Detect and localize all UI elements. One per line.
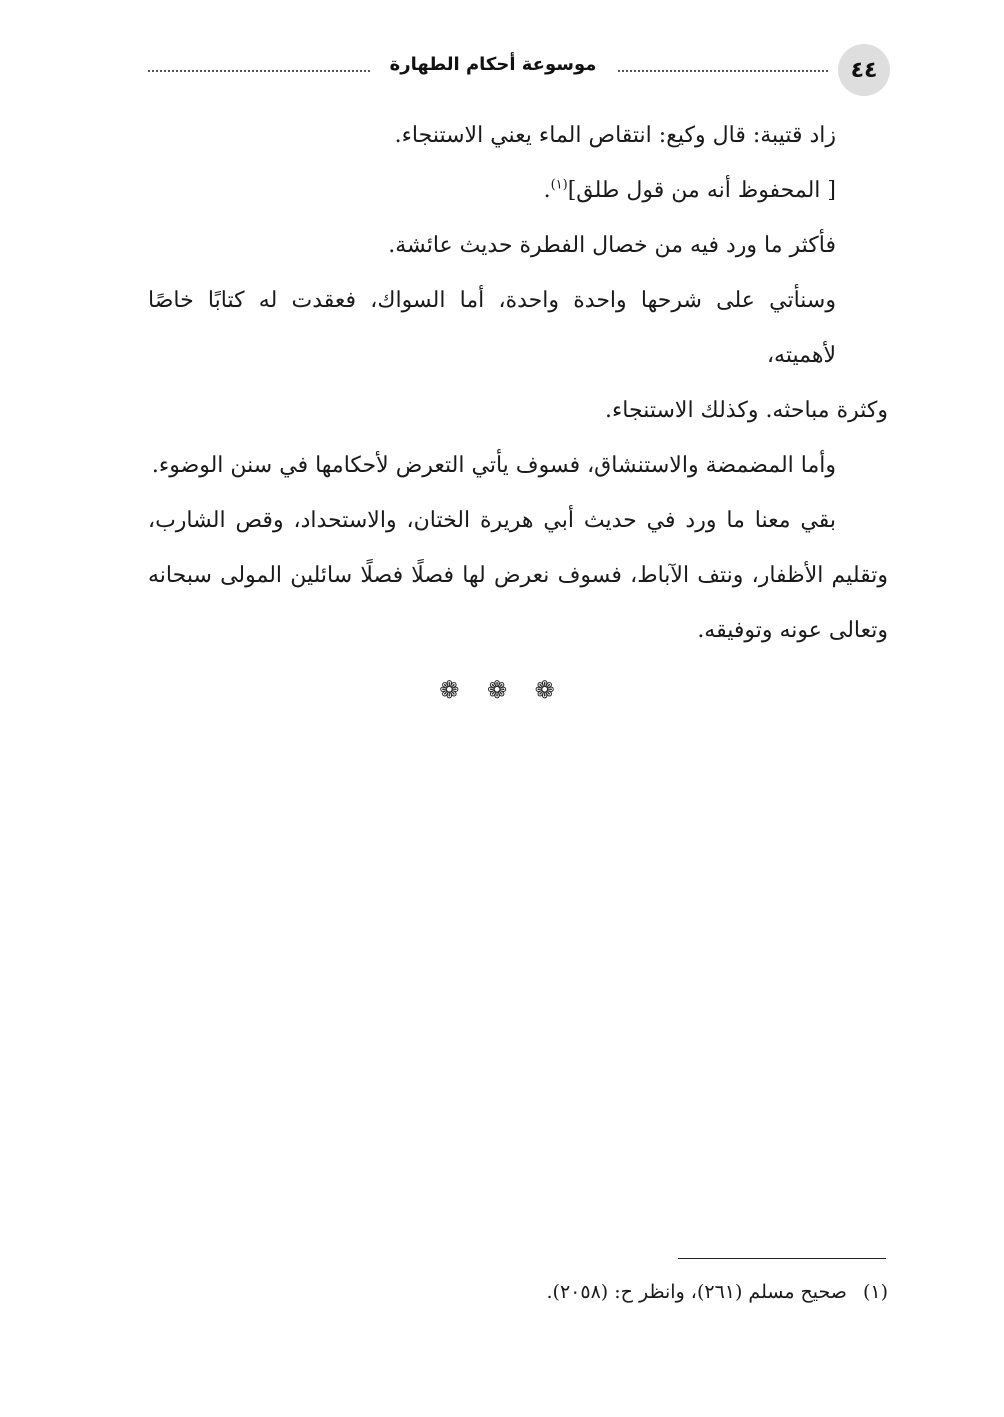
text-line: وكثرة مباحثه. وكذلك الاستنجاء. (604, 398, 888, 423)
text-line-content: [ المحفوظ أنه من قول طلق] (567, 178, 836, 203)
paragraph (148, 493, 888, 658)
text-line: بقي معنا ما ورد في حديث أبي هريرة الختان، والاستحداد، وقص الشارب، (148, 508, 836, 533)
footnote-text: صحيح مسلم (٢٦١)، وانظر ح: (٢٠٥٨). (546, 1281, 847, 1303)
main-text (148, 108, 888, 658)
header-dotted-rule-right (618, 70, 828, 72)
text-line: فأكثر ما ورد فيه من خصال الفطرة حديث عائشة. (388, 233, 836, 258)
text-line (148, 163, 888, 218)
text-line: وأما المضمضة والاستنشاق، فسوف يأتي التعرض لأحكامها في سنن الوضوء. (151, 453, 836, 478)
footnote-marker: (١) (862, 1281, 888, 1303)
text-line: وسنأتي على شرحها واحدة واحدة، أما السواك، فعقدت له كتابًا خاصًا لأهميته، (148, 288, 836, 368)
footnote-separator (678, 1258, 886, 1259)
footnote-reference[interactable]: (١) (550, 177, 568, 193)
page-number-badge (838, 44, 890, 96)
footnote (148, 1276, 888, 1308)
text-line-end: . (543, 178, 551, 203)
text-line: زاد قتيبة: قال وكيع: انتقاص الماء يعني الاستنجاء. (394, 123, 836, 148)
text-line: وتعالى عونه وتوفيقه. (697, 618, 888, 643)
text-line: وتقليم الأظفار، ونتف الآباط، فسوف نعرض لها فصلًا فصلًا سائلين المولى سبحانه (148, 563, 888, 588)
running-title: موسوعة أحكام الطهارة (389, 54, 597, 75)
header-dotted-rule-left (148, 70, 370, 72)
page-header (148, 44, 890, 96)
page-number: ٤٤ (850, 57, 878, 83)
section-end-ornaments: ❁ ❁ ❁ (439, 676, 565, 704)
paragraph (148, 273, 888, 438)
